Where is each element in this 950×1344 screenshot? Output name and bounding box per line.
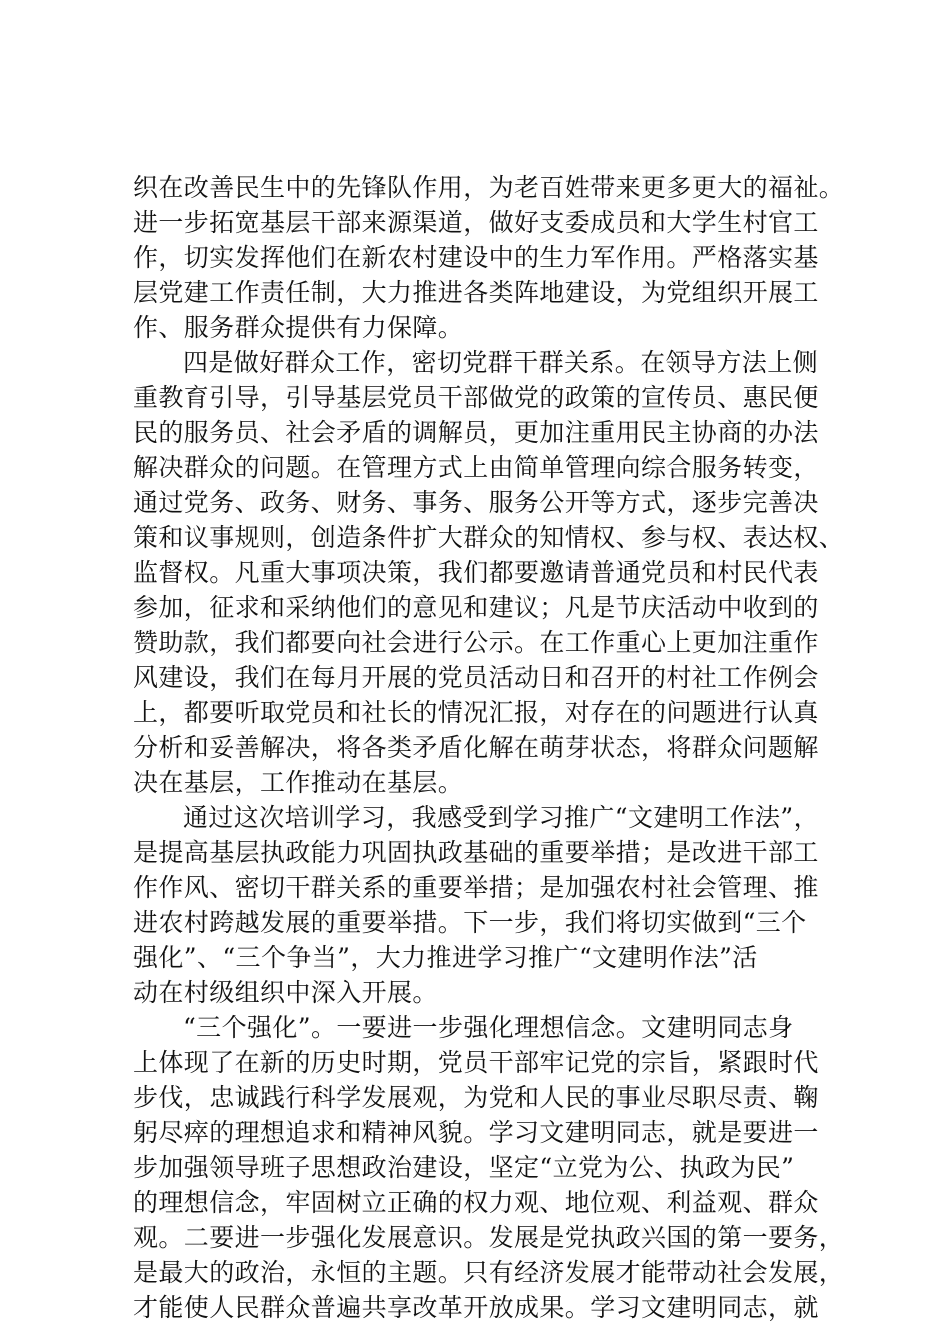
text-line: 赞助款，我们都要向社会进行公示。在工作重心上更加注重作 xyxy=(133,628,819,657)
text-line: 上，都要听取党员和社长的情况汇报，对存在的问题进行认真 xyxy=(133,698,819,727)
text-line: 步加强领导班子思想政治建设，坚定“立党为公、执政为民” xyxy=(133,1153,795,1182)
text-line: 上体现了在新的历史时期，党员干部牢记党的宗旨，紧跟时代 xyxy=(133,1048,819,1077)
text-line: 作，切实发挥他们在新农村建设中的生力军作用。严格落实基 xyxy=(133,243,819,272)
text-line: 织在改善民生中的先锋队作用，为老百姓带来更多更大的福祉。 xyxy=(133,173,845,202)
text-line: 作作风、密切干群关系的重要举措；是加强农村社会管理、推 xyxy=(133,873,819,902)
text-line: 监督权。凡重大事项决策，我们都要邀请普通党员和村民代表 xyxy=(133,558,819,587)
text-line: 风建设，我们在每月开展的党员活动日和召开的村社工作例会 xyxy=(133,663,819,692)
text-line: 参加，征求和采纳他们的意见和建议；凡是节庆活动中收到的 xyxy=(133,593,819,622)
text-line: 观。二要进一步强化发展意识。发展是党执政兴国的第一要务， xyxy=(133,1223,845,1252)
text-line: 是最大的政治，永恒的主题。只有经济发展才能带动社会发展， xyxy=(133,1258,845,1287)
text-line: 进一步拓宽基层干部来源渠道，做好支委成员和大学生村官工 xyxy=(133,208,819,237)
text-line: 的理想信念，牢固树立正确的权力观、地位观、利益观、群众 xyxy=(133,1188,819,1217)
text-line: 民的服务员、社会矛盾的调解员，更加注重用民主协商的办法 xyxy=(133,418,819,447)
text-line: 强化”、“三个争当”，大力推进学习推广“文建明作法”活 xyxy=(133,943,758,972)
text-line: 通过党务、政务、财务、事务、服务公开等方式，逐步完善决 xyxy=(133,488,819,517)
text-line: 通过这次培训学习，我感受到学习推广“文建明工作法”， xyxy=(183,803,819,832)
text-line: 分析和妥善解决，将各类矛盾化解在萌芽状态，将群众问题解 xyxy=(133,733,819,762)
text-line: “三个强化”。一要进一步强化理想信念。文建明同志身 xyxy=(183,1013,794,1042)
text-line: 决在基层，工作推动在基层。 xyxy=(133,768,464,797)
text-line: 步伐，忠诚践行科学发展观，为党和人民的事业尽职尽责、鞠 xyxy=(133,1083,819,1112)
text-line: 作、服务群众提供有力保障。 xyxy=(133,313,464,342)
text-line: 四是做好群众工作，密切党群干群关系。在领导方法上侧 xyxy=(183,348,819,377)
text-line: 解决群众的问题。在管理方式上由简单管理向综合服务转变， xyxy=(133,453,819,482)
text-line: 重教育引导，引导基层党员干部做党的政策的宣传员、惠民便 xyxy=(133,383,819,412)
text-line: 策和议事规则，创造条件扩大群众的知情权、参与权、表达权、 xyxy=(133,523,845,552)
text-line: 进农村跨越发展的重要举措。下一步，我们将切实做到“三个 xyxy=(133,908,807,937)
text-line: 才能使人民群众普遍共享改革开放成果。学习文建明同志，就 xyxy=(133,1293,819,1322)
text-line: 是提高基层执政能力巩固执政基础的重要举措；是改进干部工 xyxy=(133,838,819,867)
text-line: 层党建工作责任制，大力推进各类阵地建设，为党组织开展工 xyxy=(133,278,819,307)
text-line: 躬尽瘁的理想追求和精神风貌。学习文建明同志，就是要进一 xyxy=(133,1118,819,1147)
text-line: 动在村级组织中深入开展。 xyxy=(133,978,438,1007)
body-text xyxy=(133,170,853,1325)
